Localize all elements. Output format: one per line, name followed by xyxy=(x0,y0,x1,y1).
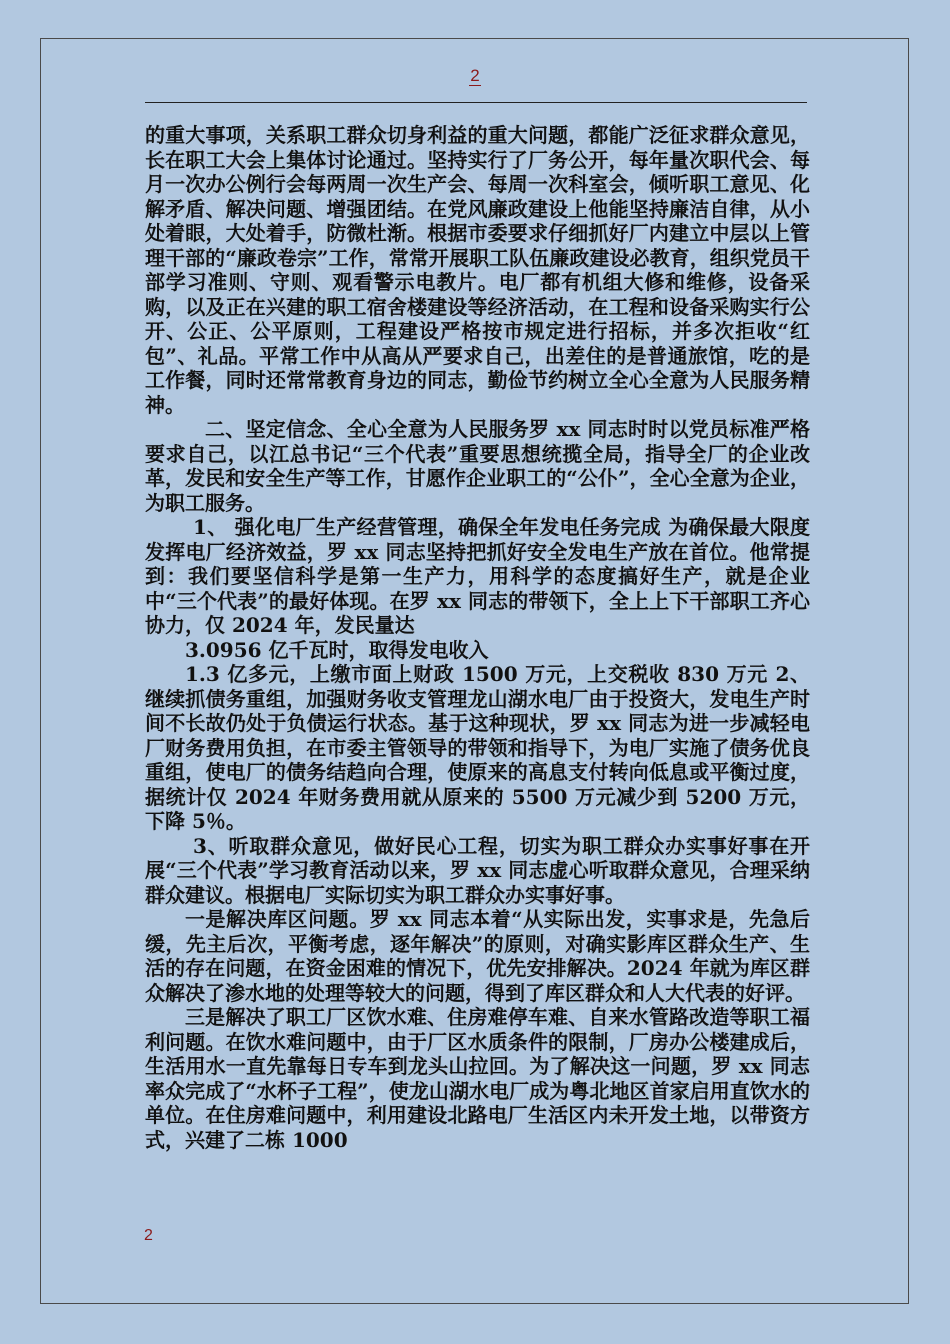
document-body xyxy=(145,123,810,1152)
paragraph: 3、听取群众意见，做好民心工程，切实为职工群众办实事好事在开展“三个代表”学习教育活动以来，罗 xx 同志虚心听取群众意见，合理采纳群众建议。根据电厂实际切实为职工群众办实事好事。 xyxy=(145,833,810,907)
paragraph: 3.0956 亿千瓦时，取得发电收入 xyxy=(185,637,489,662)
paragraph: 的重大事项，关系职工群众切身利益的重大问题，都能广泛征求群众意见，长在职工大会上集体讨论通过。坚持实行了厂务公开，每年量次职代会、每月一次办公例行会每两周一次生产会、每周一次科室会，倾听职工意见、化解矛盾、解决问题、增强团结。在党风廉政建设上他能坚持廉洁自律，从小处着眼，大处着手，防微杜渐。根据市委要求仔细抓好厂内建立中层以上管理干部的“廉政卷宗”工作，常常开展职工队伍廉政建设必教育，组织党员干部学习准则、守则、观看警示电教片。电厂都有机组大修和维修，设备采购，以及正在兴建的职工宿舍楼建设等经济活动，在工程和设备采购实行公开、公正、公平原则，工程建设严格按市规定进行招标，并多次拒收“红包”、礼品。平常工作中从高从严要求自己，出差住的是普通旅馆，吃的是工作餐，同时还常常教育身边的同志，勤俭节约树立全心全意为人民服务精神。 xyxy=(145,123,810,417)
paragraph: 二、坚定信念、全心全意为人民服务罗 xx 同志时时以党员标准严格要求自己，以江总书记“三个代表”重要思想统揽全局，指导全厂的企业改革，发民和安全生产等工作，甘愿作企业职工的“公仆”，全心全意为企业，为职工服务。 xyxy=(145,417,810,515)
paragraph: 1.3 亿多元，上缴市面上财政 1500 万元，上交税收 830 万元 2、继续抓债务重组，加强财务收支管理龙山湖水电厂由于投资大，发电生产时间不长故仍处于负债运行状态。基于这种现状，罗 xx 同志为进一步减轻电厂财务费用负担，在市委主管领导的带领和指导下，为电厂实施了债务优良重组，使电厂的债务结趋向合理，使原来的高息支付转向低息或平衡过度，据统计仅 2024 年财务费用就从原来的 5500 万元减少到 5200 万元，下降 5％。 xyxy=(145,662,810,833)
header-page-number: 2 xyxy=(470,66,480,85)
footer-page-number: 2 xyxy=(144,1227,153,1244)
paragraph: 一是解决库区问题。罗 xx 同志本着“从实际出发，实事求是，先急后缓，先主后次，平衡考虑，逐年解决”的原则，对确实影库区群众生产、生活的存在问题，在资金困难的情况下，优先安排解决。2024 年就为库区群众解决了渗水地的处理等较大的问题，得到了库区群众和人大代表的好评。 xyxy=(145,907,810,1005)
header-divider xyxy=(145,102,807,103)
paragraph: 1、 强化电厂生产经营管理，确保全年发电任务完成 为确保最大限度发挥电厂经济效益，罗 xx 同志坚持把抓好安全发电生产放在首位。他常提到：我们要坚信科学是第一生产力，用科学的态度搞好生产，就是企业中“三个代表”的最好体现。在罗 xx 同志的带领下，全上上下干部职工齐心协力，仅 2024 年，发民量达 xyxy=(145,515,810,637)
paragraph: 三是解决了职工厂区饮水难、住房难停车难、自来水管路改造等职工福利问题。在饮水难问题中，由于厂区水质条件的限制，厂房办公楼建成后，生活用水一直先靠每日专车到龙头山拉回。为了解决这一问题，罗 xx 同志率众完成了“水杯子工程”，使龙山湖水电厂成为粤北地区首家启用直饮水的单位。在住房难问题中，利用建设北路电厂生活区内未开发土地，以带资方式，兴建了二栋 1000 xyxy=(145,1005,810,1152)
